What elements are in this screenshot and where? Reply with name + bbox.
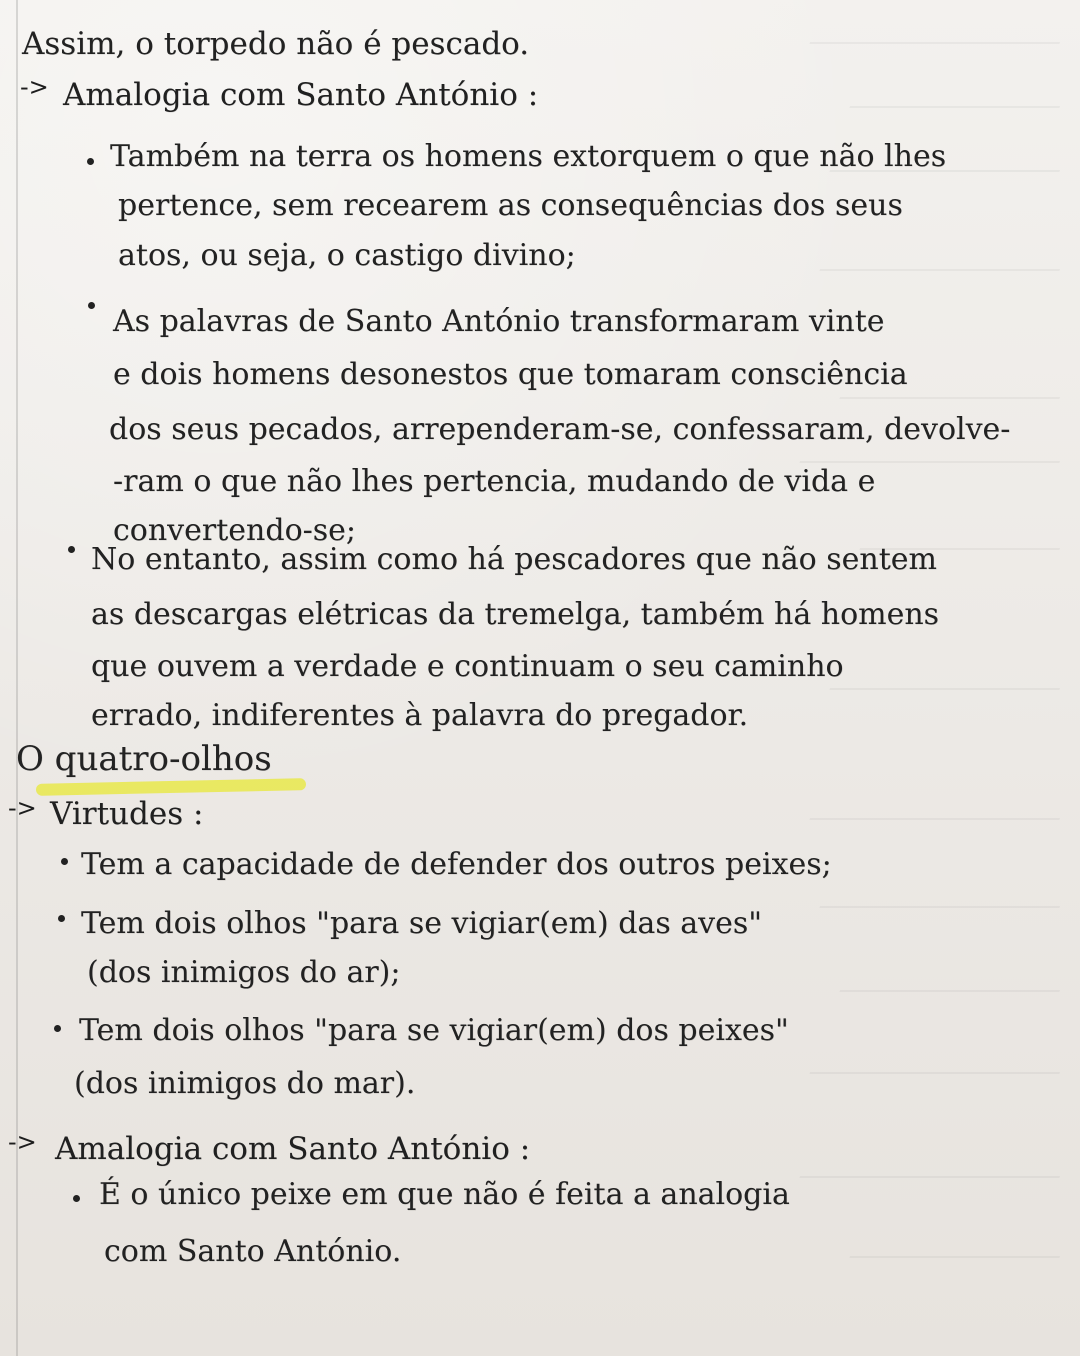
bullet1-line2: pertence, sem recearem as consequências dos seus [118, 188, 903, 223]
bullet-icon [61, 858, 68, 865]
bullet-icon [87, 158, 94, 165]
virtue1: Tem a capacidade de defender dos outros peixes; [81, 847, 832, 882]
bullet2-line3: dos seus pecados, arrependeram-se, confessaram, devolve- [109, 412, 1011, 447]
analogy-heading-2: Amalogia com Santo António : [55, 1131, 531, 1167]
bullet1-line1: Também na terra os homens extorquem o que não lhes [110, 139, 947, 174]
virtue2-line1: Tem dois olhos "para se vigiar(em) das aves" [81, 906, 763, 941]
arrow-icon: -> [20, 73, 49, 101]
bullet-icon [68, 546, 75, 553]
bullet2-line2: e dois homens desonestos que tomaram consciência [113, 357, 908, 392]
highlight-mark [36, 778, 306, 796]
bullet3-line3: que ouvem a verdade e continuam o seu caminho [91, 649, 844, 684]
arrow-icon: -> [8, 794, 37, 822]
bullet2-line4: -ram o que não lhes pertencia, mudando de vida e [113, 464, 876, 499]
virtue2-line2: (dos inimigos do ar); [87, 955, 401, 990]
section-title: O quatro-olhos [16, 739, 272, 779]
final-line1: É o único peixe em que não é feita a analogia [99, 1177, 790, 1212]
bullet2-line1: As palavras de Santo António transformaram vinte [113, 304, 885, 339]
bullet-icon [54, 1025, 61, 1032]
bullet3-line1: No entanto, assim como há pescadores que não sentem [91, 542, 937, 577]
bullet3-line2: as descargas elétricas da tremelga, também há homens [91, 597, 940, 632]
bullet3-line4: errado, indiferentes à palavra do pregador. [91, 698, 749, 733]
bullet1-line3: atos, ou seja, o castigo divino; [118, 238, 576, 273]
virtue3-line2: (dos inimigos do mar). [74, 1066, 416, 1101]
arrow-icon: -> [8, 1128, 37, 1156]
bullet-icon [58, 915, 65, 922]
final-line2: com Santo António. [104, 1234, 402, 1269]
bullet2-line5: convertendo-se; [113, 513, 357, 548]
virtues-heading: Virtudes : [50, 796, 204, 832]
intro-line: Assim, o torpedo não é pescado. [22, 26, 530, 62]
bullet-icon [88, 302, 95, 309]
virtue3-line1: Tem dois olhos "para se vigiar(em) dos peixes" [79, 1013, 789, 1048]
bullet-icon [73, 1195, 80, 1202]
analogy-heading-1: Amalogia com Santo António : [63, 77, 539, 113]
